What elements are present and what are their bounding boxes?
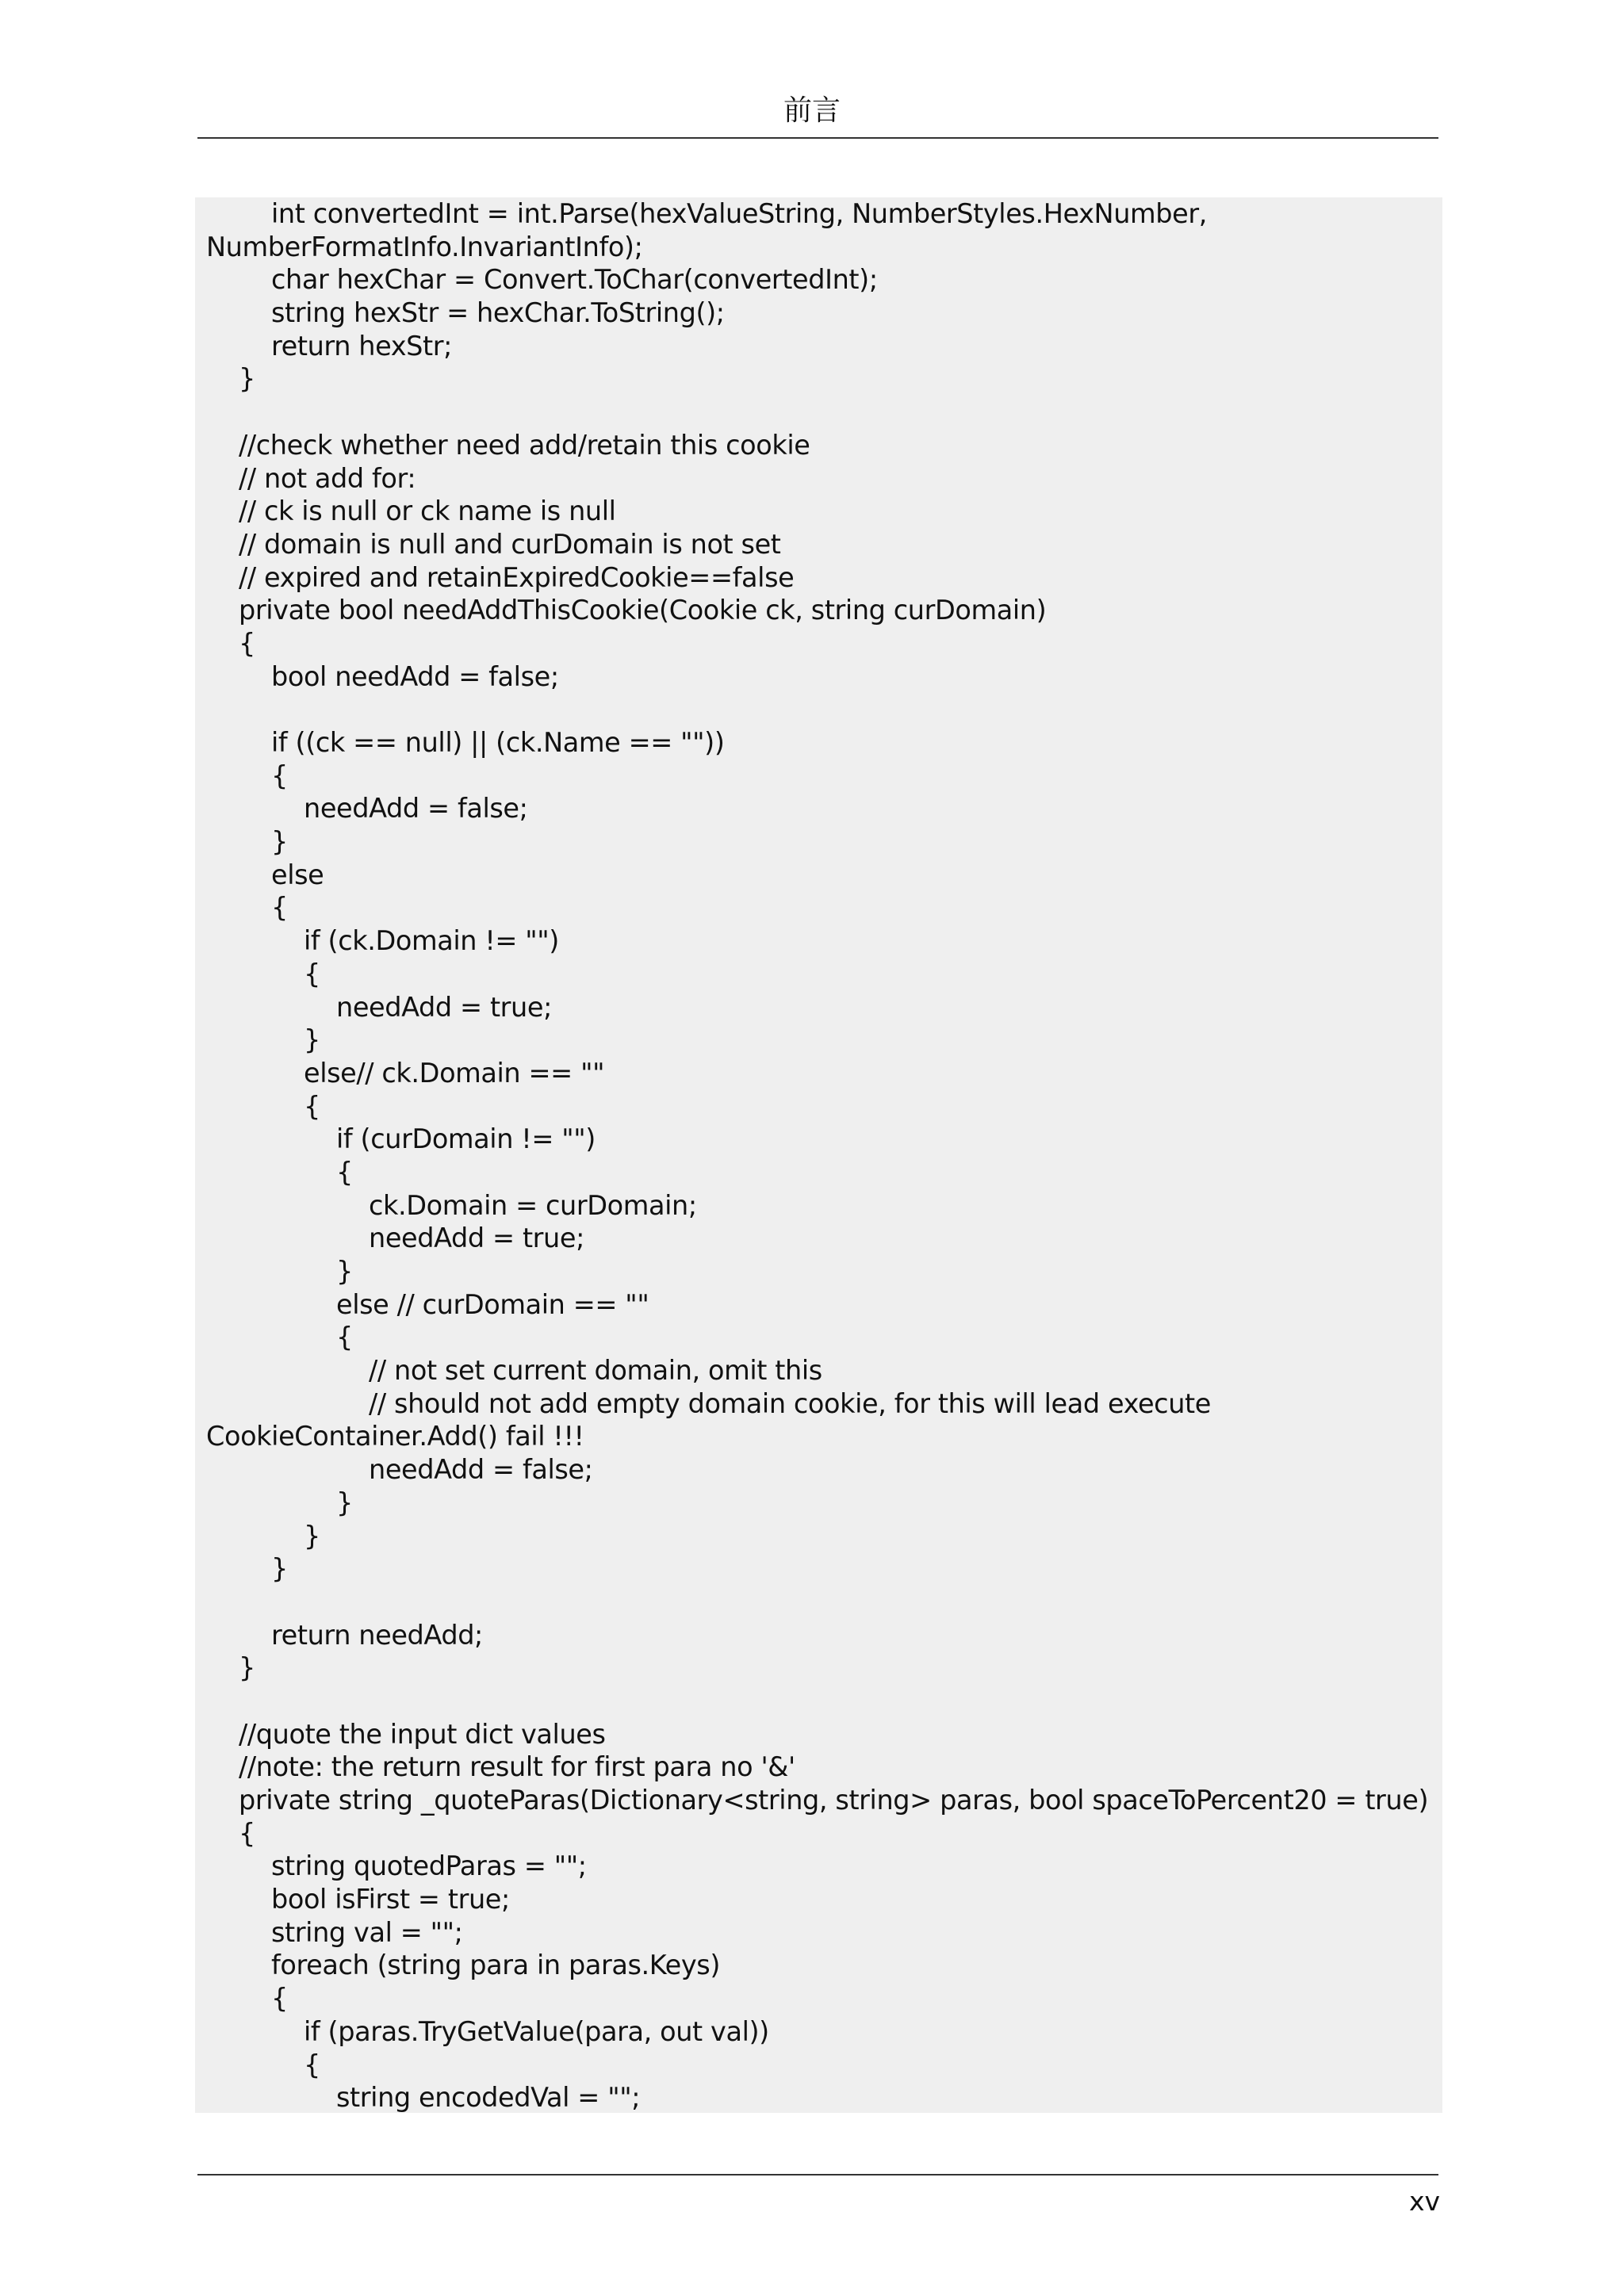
code-line: else// ck.Domain == "" bbox=[304, 1057, 605, 1089]
code-line: needAdd = true; bbox=[336, 991, 552, 1023]
code-line: } bbox=[239, 363, 255, 395]
code-block bbox=[195, 197, 1442, 2113]
page-number: xv bbox=[1408, 2186, 1440, 2217]
code-line: { bbox=[271, 1983, 288, 2015]
code-line: int convertedInt = int.Parse(hexValueString, NumberStyles.HexNumber, bbox=[271, 198, 1207, 229]
code-line: if (paras.TryGetValue(para, out val)) bbox=[304, 2015, 769, 2047]
code-line: string hexStr = hexChar.ToString(); bbox=[271, 297, 725, 329]
code-line: // domain is null and curDomain is not set bbox=[239, 528, 781, 560]
code-line: { bbox=[336, 1156, 353, 1188]
code-line: //check whether need add/retain this cookie bbox=[239, 429, 810, 461]
code-line: } bbox=[271, 826, 288, 858]
code-line: // ck is null or ck name is null bbox=[239, 496, 616, 527]
code-line: // not set current domain, omit this bbox=[369, 1355, 822, 1387]
code-line: bool needAdd = false; bbox=[271, 660, 559, 692]
code-line: bool isFirst = true; bbox=[271, 1884, 510, 1915]
header-divider bbox=[197, 137, 1438, 139]
code-line: } bbox=[336, 1487, 353, 1518]
page-header-title: 前言 bbox=[783, 94, 841, 127]
code-line: } bbox=[304, 1520, 320, 1552]
code-line: CookieContainer.Add() fail !!! bbox=[206, 1421, 584, 1452]
code-line: string val = ""; bbox=[271, 1916, 463, 1948]
code-line: } bbox=[239, 1652, 255, 1684]
code-line bbox=[206, 1685, 1442, 1718]
code-line: } bbox=[336, 1256, 353, 1287]
code-line: string encodedVal = ""; bbox=[336, 2082, 641, 2114]
code-line: NumberFormatInfo.InvariantInfo); bbox=[206, 231, 643, 262]
code-line: foreach (string para in paras.Keys) bbox=[271, 1950, 721, 1981]
code-line: needAdd = true; bbox=[369, 1223, 584, 1254]
code-line: needAdd = false; bbox=[304, 793, 528, 825]
code-line: needAdd = false; bbox=[369, 1454, 593, 1486]
code-line: if (curDomain != "") bbox=[336, 1123, 596, 1155]
code-line: //note: the return result for first para no '&' bbox=[239, 1751, 795, 1783]
code-line: else // curDomain == "" bbox=[336, 1288, 649, 1320]
code-line: if (ck.Domain != "") bbox=[304, 925, 559, 957]
code-line: { bbox=[239, 1817, 255, 1849]
code-line: } bbox=[304, 1024, 320, 1056]
code-line: char hexChar = Convert.ToChar(convertedInt); bbox=[271, 264, 878, 296]
code-line: else bbox=[271, 859, 324, 890]
code-line: { bbox=[304, 2049, 320, 2080]
code-line: private string _quoteParas(Dictionary<string, string> paras, bool spaceToPercent20 = true) bbox=[239, 1785, 1429, 1816]
code-line: if ((ck == null) || (ck.Name == "")) bbox=[271, 727, 725, 758]
code-line: { bbox=[271, 892, 288, 924]
code-line: { bbox=[271, 760, 288, 791]
code-line bbox=[206, 1586, 1442, 1619]
code-line bbox=[206, 396, 1442, 429]
code-line: string quotedParas = ""; bbox=[271, 1850, 587, 1882]
code-line: // expired and retainExpiredCookie==false bbox=[239, 561, 795, 593]
code-line: return hexStr; bbox=[271, 330, 453, 362]
code-line bbox=[206, 693, 1442, 726]
code-line: { bbox=[336, 1322, 353, 1353]
code-line: // should not add empty domain cookie, for this will lead execute bbox=[369, 1387, 1211, 1419]
code-line: // not add for: bbox=[239, 462, 416, 494]
code-lines bbox=[206, 197, 1442, 2114]
code-line: { bbox=[304, 1090, 320, 1122]
footer-divider bbox=[197, 2174, 1438, 2175]
code-line: } bbox=[271, 1553, 288, 1585]
code-line: private bool needAddThisCookie(Cookie ck, string curDomain) bbox=[239, 595, 1047, 626]
code-line: //quote the input dict values bbox=[239, 1718, 606, 1750]
code-line: return needAdd; bbox=[271, 1619, 483, 1651]
code-line: { bbox=[239, 627, 255, 659]
code-line: ck.Domain = curDomain; bbox=[369, 1189, 697, 1221]
code-line: { bbox=[304, 958, 320, 989]
